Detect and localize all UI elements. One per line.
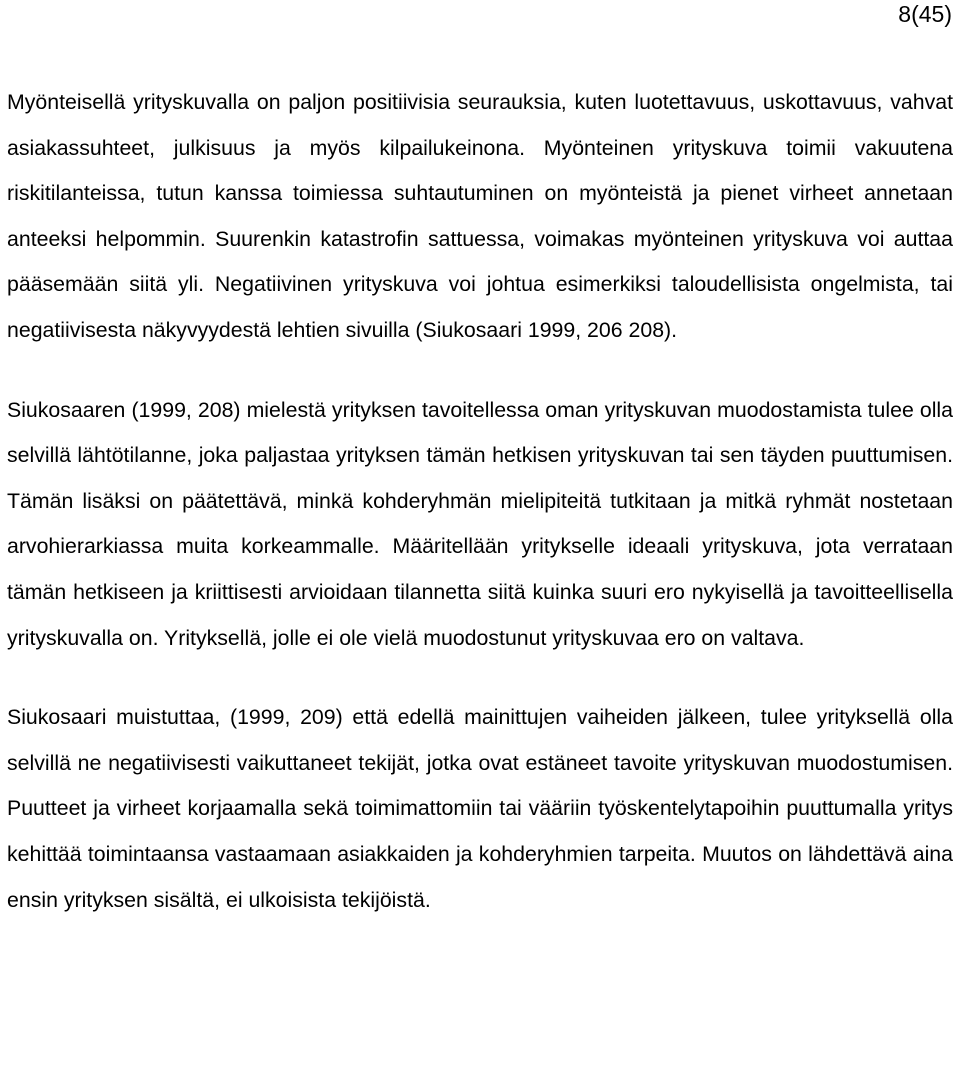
page-number: 8(45): [898, 1, 952, 27]
paragraph-negative-factors: Siukosaari muistuttaa, (1999, 209) että edellä mainittujen vaiheiden jälkeen, tulee yrityksellä olla selvillä ne negatiivisesti vaikuttaneet tekijät, jotka ovat estäneet tavoite yrityskuvan muodostumisen. Puutteet ja virheet korjaamalla sekä toimimattomiin tai vääriin työskentelytapoihin puuttumalla yritys kehittää toimintaansa vastaamaan asiakkaiden ja kohderyhmien tarpeita. Muutos on lähdettävä aina ensin yrityksen sisältä, ei ulkoisista tekijöistä.: [7, 705, 953, 912]
document-body: [7, 80, 953, 957]
paragraph-positive-image: Myönteisellä yrityskuvalla on paljon positiivisia seurauksia, kuten luotettavuus, uskottavuus, vahvat asiakassuhteet, julkisuus ja myös kilpailukeinona. Myönteinen yrityskuva toimii vakuutena riskitilanteissa, tutun kanssa toimiessa suhtautuminen on myönteistä ja pienet virheet annetaan anteeksi helpommin. Suurenkin katastrofin sattuessa, voimakas myönteinen yrityskuva voi auttaa pääsemään siitä yli. Negatiivinen yrityskuva voi johtua esimerkiksi taloudellisista ongelmista, tai negatiivisesta näkyvyydestä lehtien sivuilla (Siukosaari 1999, 206 208).: [7, 90, 953, 342]
paragraph-image-building-steps: Siukosaaren (1999, 208) mielestä yrityksen tavoitellessa oman yrityskuvan muodostamista tulee olla selvillä lähtötilanne, joka paljastaa yrityksen tämän hetkisen yrityskuvan tai sen täyden puuttumisen. Tämän lisäksi on päätettävä, minkä kohderyhmän mielipiteitä tutkitaan ja mitkä ryhmät nostetaan arvohierarkiassa muita korkeammalle. Määritellään yritykselle ideaali yrityskuva, jota verrataan tämän hetkiseen ja kriittisesti arvioidaan tilannetta siitä kuinka suuri ero nykyisellä ja tavoitteellisella yrityskuvalla on. Yrityksellä, jolle ei ole vielä muodostunut yrityskuvaa ero on valtava.: [7, 397, 953, 650]
